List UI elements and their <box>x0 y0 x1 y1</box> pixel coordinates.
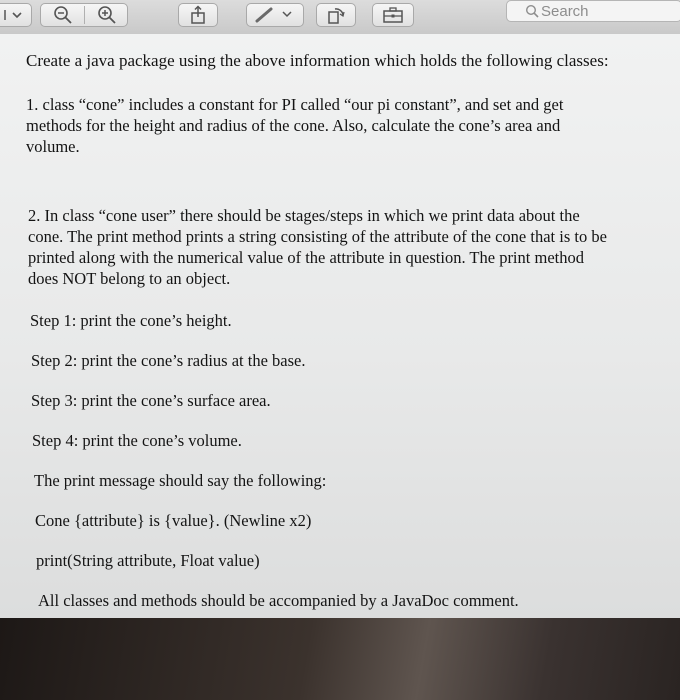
item2-line-4: does NOT belong to an object. <box>28 269 231 288</box>
search-field[interactable] <box>506 0 680 22</box>
search-input[interactable] <box>541 2 671 20</box>
item1-line-3: volume. <box>26 137 80 156</box>
zoom-in-icon[interactable] <box>97 5 117 25</box>
step-4: Step 4: print the cone’s volume. <box>32 431 242 450</box>
document-heading: Create a java package using the above information which holds the following classes: <box>26 51 609 70</box>
print-message-intro: The print message should say the following: <box>34 471 327 490</box>
sidebar-chevron-icon <box>0 7 28 23</box>
item2-line-3: printed along with the numerical value of the attribute in question. The print method <box>28 248 584 267</box>
search-icon <box>525 4 539 18</box>
zoom-out-icon[interactable] <box>53 5 73 25</box>
document-page <box>0 34 680 618</box>
toolbar <box>0 0 680 35</box>
step-2: Step 2: print the cone’s radius at the base. <box>31 351 306 370</box>
pen-icon <box>253 6 297 24</box>
markup-button[interactable] <box>246 3 304 27</box>
share-icon <box>188 5 208 25</box>
photo-background-surface <box>0 618 680 700</box>
toolbox-button[interactable] <box>372 3 414 27</box>
item2-line-2: cone. The print method prints a string consisting of the attribute of the cone that is to be <box>28 227 607 246</box>
item1-line-2: methods for the height and radius of the cone. Also, calculate the cone’s area and <box>26 116 561 135</box>
javadoc-line: All classes and methods should be accompanied by a JavaDoc comment. <box>38 591 519 610</box>
rotate-icon <box>326 5 346 25</box>
sidebar-toggle-button[interactable] <box>0 3 32 27</box>
share-button[interactable] <box>178 3 218 27</box>
item2-line-1: 2. In class “cone user” there should be stages/steps in which we print data about the <box>28 206 580 225</box>
rotate-button[interactable] <box>316 3 356 27</box>
step-3: Step 3: print the cone’s surface area. <box>31 391 271 410</box>
item1-line-1: 1. class “cone” includes a constant for PI called “our pi constant”, and set and get <box>26 95 564 114</box>
zoom-button-group <box>40 3 128 27</box>
signature-line: print(String attribute, Float value) <box>36 551 260 570</box>
format-line: Cone {attribute} is {value}. (Newline x2) <box>35 511 312 530</box>
toolbox-icon <box>382 6 404 24</box>
step-1: Step 1: print the cone’s height. <box>30 311 232 330</box>
